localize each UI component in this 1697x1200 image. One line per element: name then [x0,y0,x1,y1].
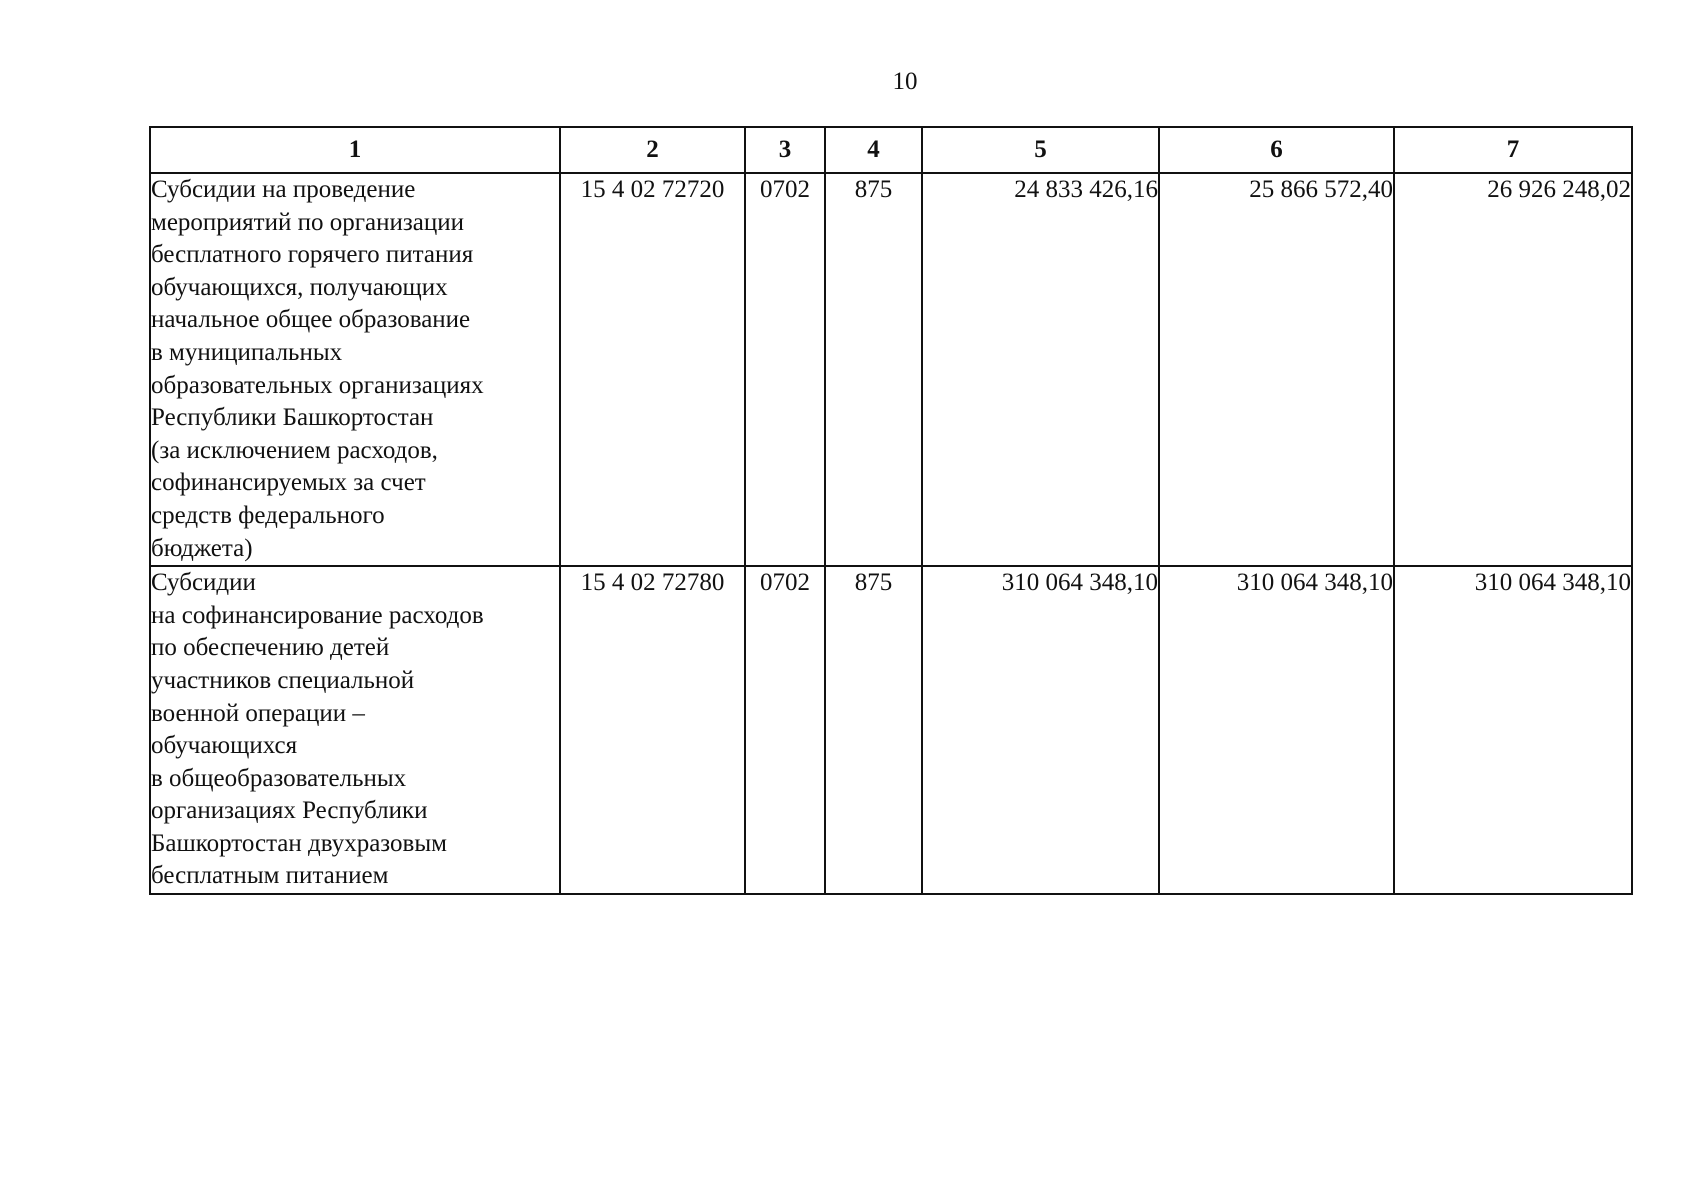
row-expense-type-code: 875 [825,566,922,894]
row-amount-column-5: 24 833 426,16 [922,173,1159,566]
description-line: бесплатным питанием [151,862,389,890]
description-line: средств федерального [151,501,385,529]
row-amount-column-7: 26 926 248,02 [1394,173,1632,566]
description-line: обучающихся, получающих [151,273,448,301]
column-header-7: 7 [1394,127,1632,173]
description-line: бюджета) [151,534,253,562]
description-line: на софинансирование расходов [151,601,484,629]
column-header-5: 5 [922,127,1159,173]
row-expense-type-code: 875 [825,173,922,566]
description-line: софинансируемых за счет [151,469,426,497]
description-line: организациях Республики [151,797,428,825]
column-header-6: 6 [1159,127,1394,173]
page-number: 10 [892,68,918,95]
description-line: образовательных организациях [151,371,484,399]
description-line: военной операции – [151,699,365,727]
row-description [150,173,560,566]
budget-table [149,126,1633,895]
column-header-3: 3 [745,127,825,173]
description-line: в общеобразовательных [151,764,407,792]
row-amount-column-6: 25 866 572,40 [1159,173,1394,566]
row-amount-column-7: 310 064 348,10 [1394,566,1632,894]
row-target-article-code: 15 4 02 72720 [560,173,745,566]
description-line: Субсидии [151,569,256,597]
column-header-4: 4 [825,127,922,173]
row-amount-column-5: 310 064 348,10 [922,566,1159,894]
description-line: Субсидии на проведение [151,176,416,203]
table-header-row [150,127,1632,173]
column-header-2: 2 [560,127,745,173]
description-line: обучающихся [151,732,298,760]
table-row [150,173,1632,566]
row-amount-column-6: 310 064 348,10 [1159,566,1394,894]
table-row [150,566,1632,894]
row-description [150,566,560,894]
description-line: бесплатного горячего питания [151,241,474,269]
description-line: мероприятий по организации [151,208,464,236]
description-line: в муниципальных [151,338,343,366]
description-line: Башкортостан двухразовым [151,829,447,857]
description-line: Республики Башкортостан [151,404,434,432]
description-line: начальное общее образование [151,306,471,334]
row-target-article-code: 15 4 02 72780 [560,566,745,894]
description-line: по обеспечению детей [151,634,390,662]
column-header-1: 1 [150,127,560,173]
description-line: (за исключением расходов, [151,436,438,464]
row-section-code: 0702 [745,173,825,566]
description-line: участников специальной [151,666,415,694]
row-section-code: 0702 [745,566,825,894]
